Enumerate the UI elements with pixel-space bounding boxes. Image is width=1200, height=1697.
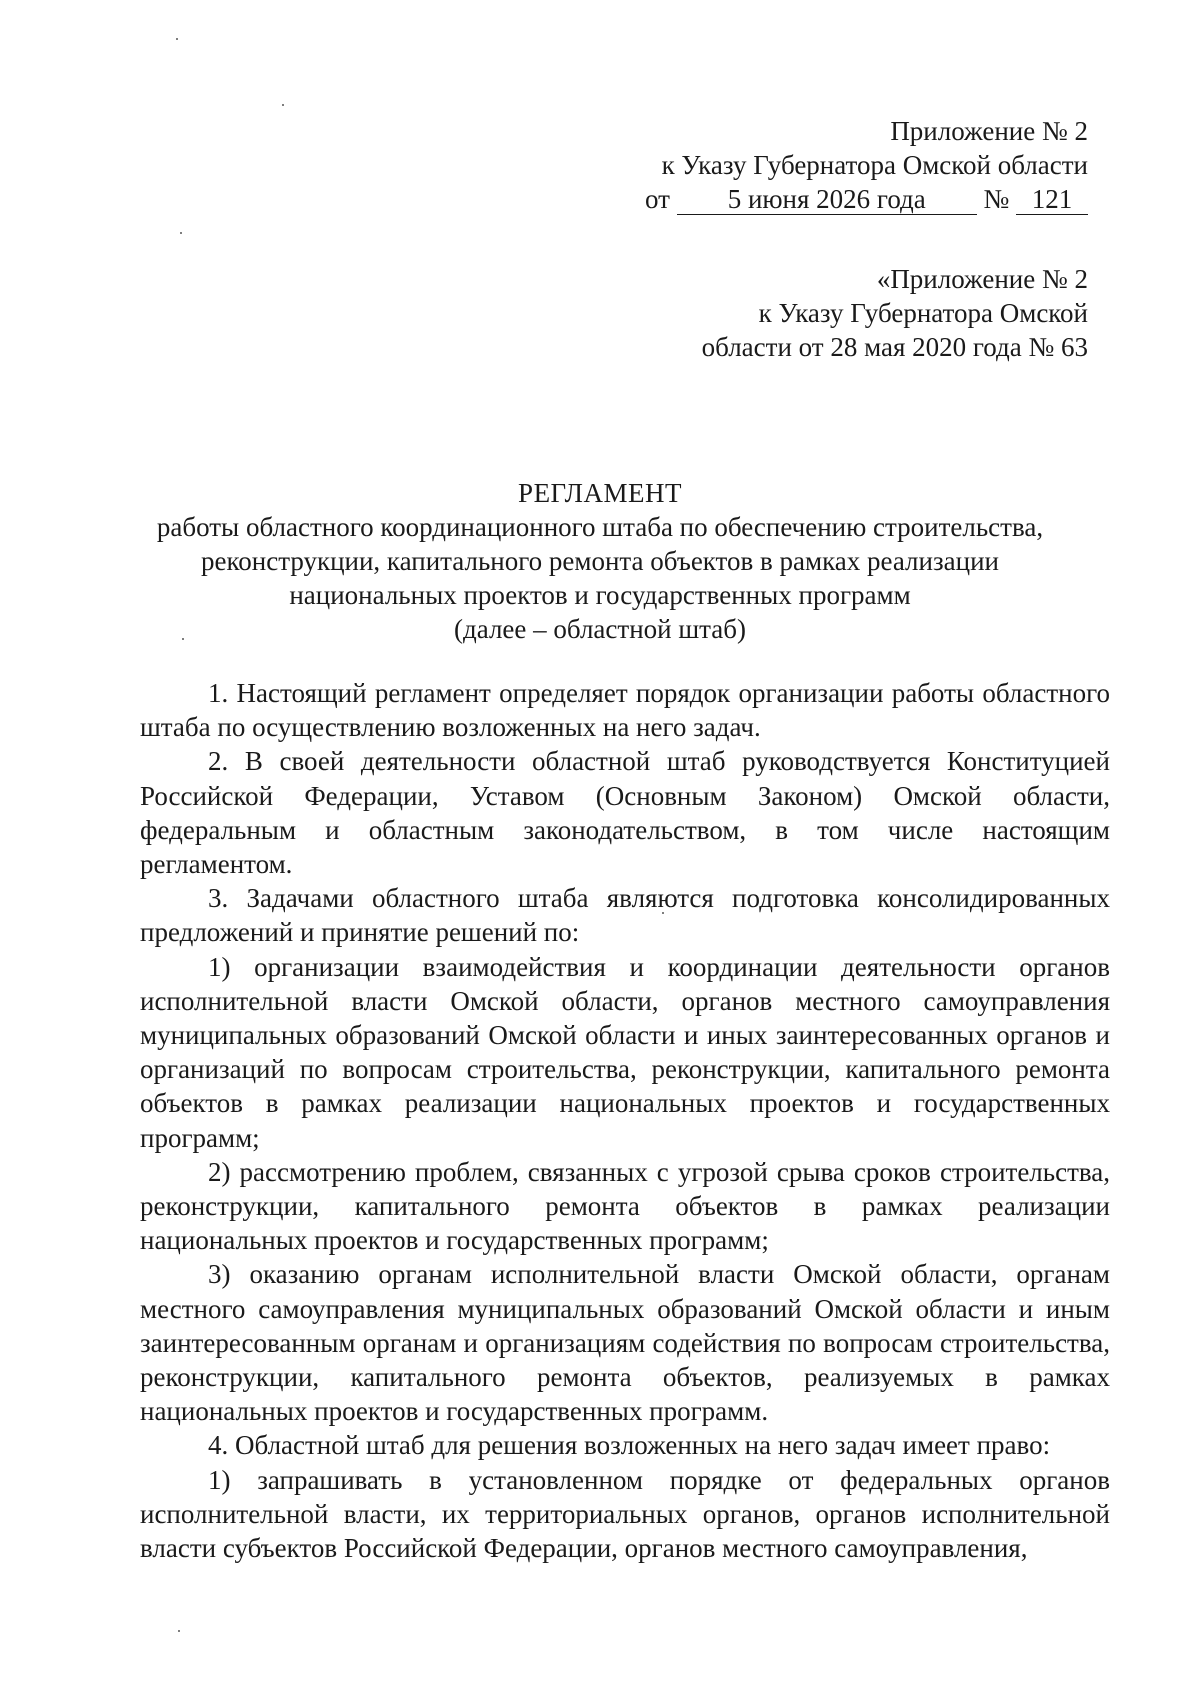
previous-appendix-number: «Приложение № 2 bbox=[876, 264, 1088, 294]
title-line: работы областного координационного штаба по обеспечению строительства, bbox=[156, 512, 1044, 542]
appendix-reference: к Указу Губернатора Омской области bbox=[661, 150, 1088, 180]
previous-appendix-date: области от 28 мая 2020 года № 63 bbox=[701, 332, 1088, 362]
paragraph: 3) оказанию органам исполнительной власти Омской области, органам местного самоуправления муниципальных образований Омской области и иным заинтересованным органам и организациям содействия по вопросам строительства, реконструкции, капитального ремонта объектов, реализуемых в рамках национальных проектов и государственных программ. bbox=[140, 1259, 1110, 1427]
scan-speck bbox=[282, 104, 284, 106]
title-line: (далее – областной штаб) bbox=[454, 614, 746, 644]
paragraph: 4. Областной штаб для решения возложенных на него задач имеет право: bbox=[208, 1430, 1051, 1461]
decree-date-line bbox=[645, 182, 1088, 216]
decree-number-field: 121 bbox=[1016, 184, 1088, 215]
appendix-header bbox=[645, 114, 1088, 216]
scan-speck bbox=[178, 1630, 180, 1632]
paragraph: 2) рассмотрению проблем, связанных с угрозой срыва сроков строительства, реконструкции, капитального ремонта объектов в рамках реализации национальных проектов и государственных программ; bbox=[140, 1156, 1110, 1256]
title-line: национальных проектов и государственных программ bbox=[289, 580, 911, 610]
paragraph: 3. Задачами областного штаба являются подготовка консолидированных предложений и принятие решений по: bbox=[140, 883, 1110, 948]
document-title: РЕГЛАМЕНТ bbox=[518, 478, 682, 508]
paragraph: 1) организации взаимодействия и координации деятельности органов исполнительной власти Омской области, органов местного самоуправления муниципальных образований Омской области и иных заинтересованных органов и организаций по вопросам строительства, реконструкции, капитального ремонта объектов в рамках реализации национальных проектов и государственных программ; bbox=[140, 951, 1110, 1153]
paragraph: 1) запрашивать в установленном порядке от федеральных органов исполнительной власти, их территориальных органов, органов исполнительной власти субъектов Российской Федерации, органов местного самоуправления, bbox=[140, 1464, 1110, 1564]
document-body bbox=[140, 676, 1110, 1565]
previous-appendix-header bbox=[702, 262, 1088, 364]
from-label: от bbox=[645, 184, 670, 214]
title-line: реконструкции, капитального ремонта объектов в рамках реализации bbox=[201, 546, 999, 576]
paragraph: 1. Настоящий регламент определяет порядок организации работы областного штаба по осуществлению возложенных на него задач. bbox=[140, 678, 1110, 743]
number-label: № bbox=[983, 184, 1010, 214]
document-title-block bbox=[140, 476, 1060, 646]
previous-appendix-reference: к Указу Губернатора Омской bbox=[758, 298, 1088, 328]
paragraph: 2. В своей деятельности областной штаб руководствуется Конституцией Российской Федерации, Уставом (Основным Законом) Омской области, федеральным и областным законодательством, в том числе настоящим регламентом. bbox=[140, 746, 1110, 880]
appendix-number: Приложение № 2 bbox=[890, 116, 1088, 146]
scan-speck bbox=[180, 232, 182, 234]
scan-speck bbox=[176, 38, 178, 40]
decree-date-field: 5 июня 2026 года bbox=[677, 184, 977, 215]
